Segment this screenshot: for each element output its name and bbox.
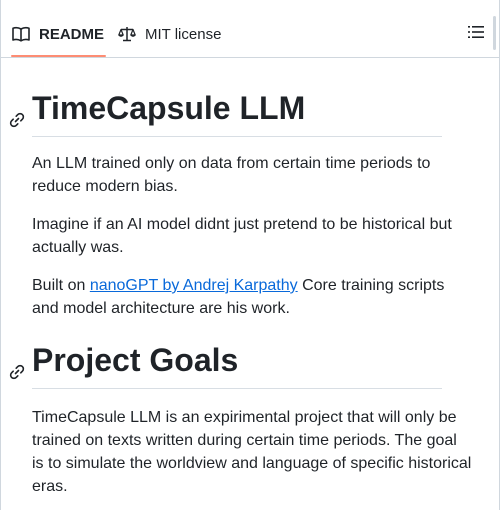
tab-bar bbox=[1, 0, 500, 58]
scrollbar[interactable] bbox=[493, 16, 496, 50]
section-title: TimeCapsule LLM bbox=[32, 90, 306, 126]
built-on-suffix: Core training scripts and model architecture are his work. bbox=[32, 277, 445, 317]
section-title: Project Goals bbox=[32, 342, 239, 378]
paragraph: An LLM trained only on data from certain time periods to reduce modern bias. bbox=[32, 155, 431, 195]
tab-readme-label: README bbox=[39, 25, 105, 43]
table-of-contents-button[interactable] bbox=[463, 23, 489, 45]
scale-icon bbox=[117, 24, 137, 44]
active-tab-indicator bbox=[11, 55, 106, 57]
paragraph-built-on bbox=[32, 274, 472, 320]
paragraph: Imagine if an AI model didnt just pretend to be historical but actually was. bbox=[32, 216, 452, 256]
section-heading-project-goals bbox=[32, 340, 442, 389]
link-icon[interactable] bbox=[8, 350, 26, 368]
built-on-prefix: Built on bbox=[32, 277, 90, 294]
tab-readme[interactable] bbox=[11, 14, 106, 54]
book-icon bbox=[11, 24, 31, 44]
tab-license[interactable] bbox=[117, 14, 227, 54]
list-unordered-icon bbox=[468, 25, 484, 44]
section-heading-timecapsule bbox=[32, 88, 442, 137]
paragraph: TimeCapsule LLM is an expirimental project that will only be trained on texts written during certain time periods. The goal is to simulate the worldview and language of specific historical eras. bbox=[32, 409, 472, 495]
nanogpt-link[interactable]: nanoGPT by Andrej Karpathy bbox=[89, 277, 298, 294]
tab-license-label: MIT license bbox=[145, 25, 222, 43]
link-icon[interactable] bbox=[8, 98, 26, 116]
